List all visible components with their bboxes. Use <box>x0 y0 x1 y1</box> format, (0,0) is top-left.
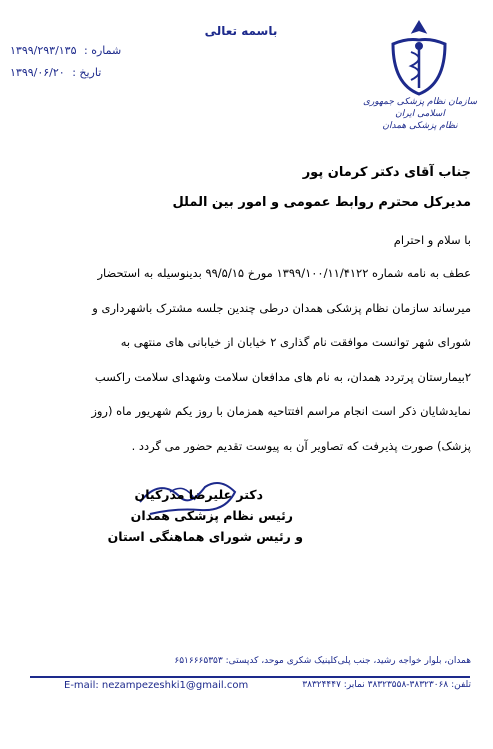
greeting: با سلام و احترام <box>393 233 471 247</box>
org-name-line1: سازمان نظام پزشکی جمهوری اسلامی ایران <box>362 97 478 119</box>
body-line: نمایدشایان ذکر است انجام مراسم افتتاحیه همزمان با روز یکم شهریور ماه (روز <box>91 404 471 418</box>
signatory-role1: رئیس نظام پزشکی همدان <box>130 508 293 523</box>
signatory-name: دکتر علیرضا مدرکیان <box>134 487 263 502</box>
letter-number <box>10 44 160 57</box>
body-line: میرساند سازمان نظام پزشکی همدان درطی چندین جلسه مشترک باشهرداری و <box>92 300 471 315</box>
number-label: شماره : <box>84 44 122 57</box>
date-value: ۱۳۹۹/۰۶/۲۰ <box>10 66 65 79</box>
body-line: ۲بیمارستان پرتردد همدان، به نام های مدافعان سلامت وشهدای سلامت راکسب <box>94 369 471 384</box>
invocation-heading: باسمه تعالی <box>204 24 278 38</box>
letter-date <box>10 66 160 79</box>
body-line: پزشک) صورت پذیرفت که تصاویر آن به پیوست تقدیم حضور می گردد . <box>131 438 471 453</box>
body-line: شورای شهر توانست موافقت نام گذاری ۲ خیابان از خیابانی های منتهی به <box>120 335 471 349</box>
org-name <box>355 96 485 132</box>
footer-address: همدان، بلوار خواجه رشید، جنب پلی‌کلینیک شکری موحد، کدپستی: ۶۵۱۶۶۶۵۳۵۳ <box>174 656 471 666</box>
addressee-title: مدیرکل محترم روابط عمومی و امور بین الملل <box>172 195 471 210</box>
date-label: تاریخ : <box>72 66 102 79</box>
number-value: ۱۳۹۹/۲۹۳/۱۳۵ <box>10 44 77 57</box>
caduceus-logo-icon <box>361 14 477 104</box>
footer-email[interactable]: E-mail: nezampezeshki1@gmail.com <box>64 680 249 691</box>
letter-body <box>21 256 471 463</box>
org-name-line2: نظام پزشکی همدان <box>382 121 458 131</box>
footer-divider <box>30 676 470 678</box>
footer-phones: تلفن: ۳۸۳۲۳۰۶۸-۳۸۳۲۳۵۵۸ نمابر: ۳۸۳۲۴۴۴۷ <box>302 680 471 690</box>
body-line: عطف به نامه شماره ۱۳۹۹/۱۰۰/۱۱/۴۱۲۲ مورخ ۹۹/۵/۱۵ بدینوسیله به استحضار <box>97 266 471 280</box>
signatory-role2: و رئیس شورای هماهنگی استان <box>107 529 303 544</box>
addressee-name: جناب آقای دکتر کرمان پور <box>302 165 471 180</box>
